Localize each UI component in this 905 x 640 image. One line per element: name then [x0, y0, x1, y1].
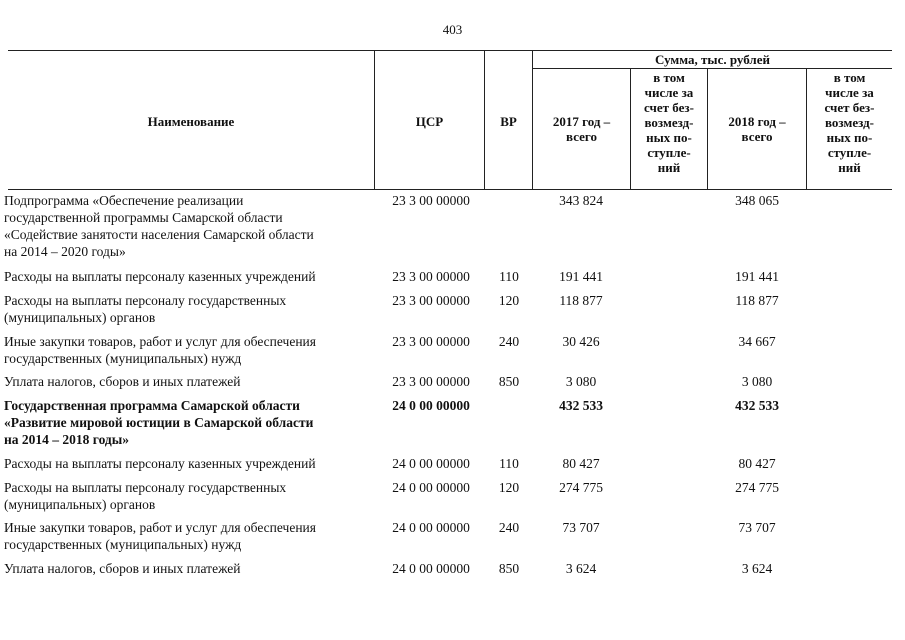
row-csr: 24 0 00 00000 [392, 456, 470, 471]
row-name: Иные закупки товаров, работ и услуг для обеспечения государственных (муниципальных) нужд [4, 520, 316, 552]
row-2017-total: 3 080 [565, 374, 597, 389]
header-2017-total: 2017 год – всего [552, 114, 611, 144]
row-vr: 240 [498, 520, 520, 535]
row-2017-total: 274 775 [559, 480, 603, 495]
row-name: Уплата налогов, сборов и иных платежей [4, 374, 241, 389]
row-name: Расходы на выплаты персоналу казенных учреждений [4, 456, 316, 471]
row-2018-total: 34 667 [738, 334, 776, 349]
header-bottom-border [8, 189, 892, 190]
row-name: Расходы на выплаты персоналу казенных учреждений [4, 269, 316, 284]
header-csr: ЦСР [415, 114, 444, 129]
row-name: Уплата налогов, сборов и иных платежей [4, 561, 241, 576]
row-2018-total: 73 707 [738, 520, 776, 535]
row-2018-total: 3 080 [741, 374, 773, 389]
row-vr: 850 [498, 561, 520, 576]
row-2018-total: 118 877 [735, 293, 779, 308]
row-2017-total: 30 426 [562, 334, 600, 349]
row-2017-total: 3 624 [565, 561, 597, 576]
row-2017-total: 343 824 [559, 193, 603, 208]
row-csr: 23 3 00 00000 [392, 269, 470, 284]
row-2018-total: 191 441 [735, 269, 779, 284]
row-2018-total: 3 624 [741, 561, 773, 576]
row-vr: 850 [498, 374, 520, 389]
row-vr: 110 [499, 456, 519, 471]
row-vr: 120 [498, 480, 520, 495]
row-2017-total: 80 427 [562, 456, 600, 471]
header-2017-grants: в том числе за счет без- возмезд- ных по- ступле- ний [644, 70, 694, 175]
row-csr: 23 3 00 00000 [392, 293, 470, 308]
page-number: 403 [442, 22, 463, 37]
table-top-border [8, 50, 892, 51]
row-csr: 23 3 00 00000 [392, 193, 470, 208]
row-vr: 240 [498, 334, 520, 349]
row-vr: 120 [498, 293, 520, 308]
row-2017-total: 191 441 [559, 269, 603, 284]
row-2017-total: 118 877 [559, 293, 603, 308]
row-vr: 110 [499, 269, 519, 284]
row-2018-total: 274 775 [735, 480, 779, 495]
row-name: Иные закупки товаров, работ и услуг для обеспечения государственных (муниципальных) нужд [4, 334, 316, 366]
row-2018-total: 80 427 [738, 456, 776, 471]
header-name: Наименование [147, 114, 235, 129]
row-name: Подпрограмма «Обеспечение реализации государственной программы Самарской области «Содействие занятости населения Самарской области на 2014 – 2020 годы» [4, 193, 314, 259]
header-2018-total: 2018 год – всего [728, 114, 786, 144]
header-vr: ВР [500, 114, 517, 129]
header-sum-group: Сумма, тыс. рублей [655, 52, 770, 67]
row-2017-total: 432 533 [559, 398, 603, 413]
header-2018-grants: в том числе за счет без- возмезд- ных по- ступле- ний [824, 70, 875, 175]
row-name: Расходы на выплаты персоналу государственных (муниципальных) органов [4, 480, 287, 512]
row-csr: 23 3 00 00000 [392, 374, 470, 389]
row-csr: 23 3 00 00000 [392, 334, 470, 349]
row-2018-total: 348 065 [735, 193, 779, 208]
sum-group-bottom-border [532, 68, 892, 69]
row-2017-total: 73 707 [562, 520, 600, 535]
row-csr: 24 0 00 00000 [392, 520, 470, 535]
row-2018-total: 432 533 [735, 398, 779, 413]
row-name: Расходы на выплаты персоналу государственных (муниципальных) органов [4, 293, 287, 325]
row-csr: 24 0 00 00000 [392, 480, 470, 495]
row-name: Государственная программа Самарской области «Развитие мировой юстиции в Самарской области на 2014 – 2018 годы» [4, 398, 314, 447]
row-csr: 24 0 00 00000 [392, 398, 470, 413]
row-csr: 24 0 00 00000 [392, 561, 470, 576]
